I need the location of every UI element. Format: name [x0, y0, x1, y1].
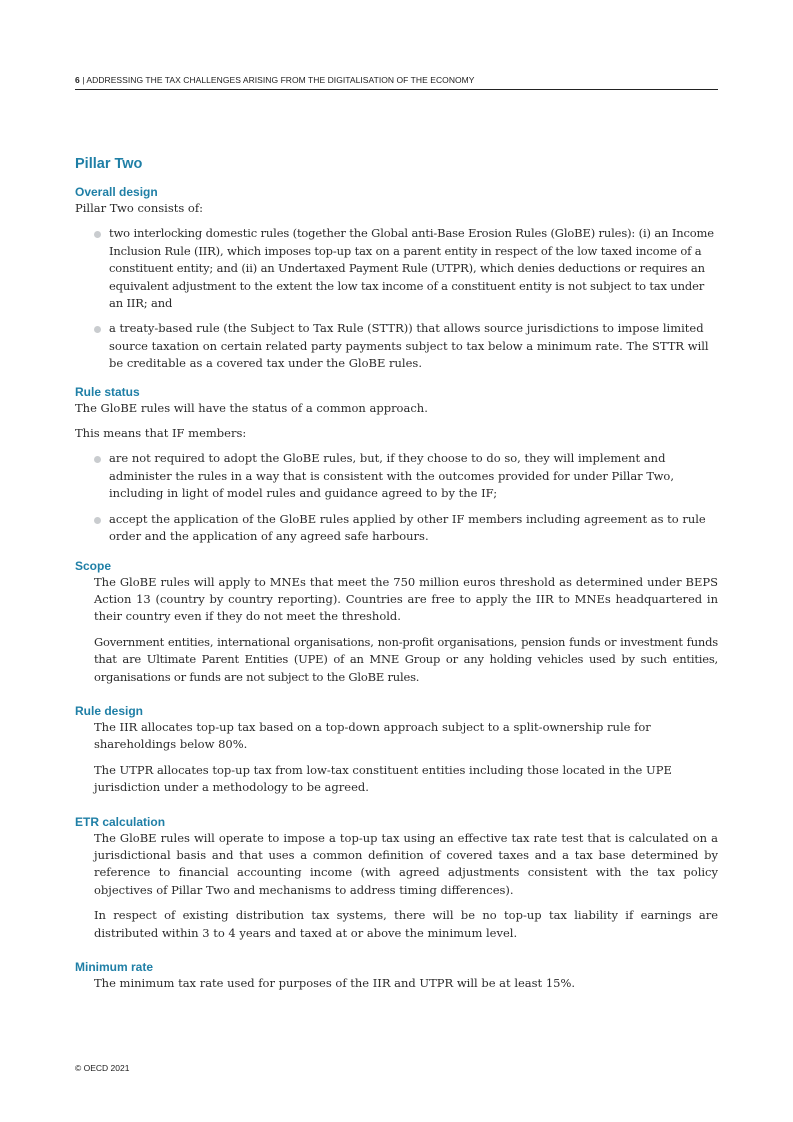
- minimum-rate-section: [75, 959, 718, 992]
- scope-body: [75, 574, 718, 686]
- etr-calculation-heading: ETR calculation: [75, 814, 166, 829]
- etr-calculation-paragraph: The GloBE rules will operate to impose a top-up tax using an effective tax rate test that is calculated on a jurisdictional basis and that uses a common definition of covered taxes and a tax base determined by reference to financial accounting income (with agreed adjustments consistent with the tax policy objectives of Pillar Two and mechanisms to address timing differences).: [94, 830, 718, 897]
- scope-paragraph: The GloBE rules will apply to MNEs that meet the 750 million euros threshold as determined under BEPS Action 13 (country by country reporting). Countries are free to apply the IIR to MNEs headquartered in their country even if they do not meet the threshold.: [94, 574, 718, 624]
- footer-copyright: © OECD 2021: [75, 1063, 130, 1073]
- scope-paragraph: Government entities, international organisations, non-profit organisations, pension funds or investment funds that are Ultimate Parent Entities (UPE) of an MNE Group or any holding vehicles used by such entities, organisations or funds are not subject to the GloBE rules.: [94, 634, 718, 684]
- etr-calculation-section: [75, 814, 718, 942]
- page-number: 6: [75, 75, 80, 85]
- overall-design-heading: Overall design: [75, 185, 158, 199]
- main-content: [75, 184, 718, 992]
- running-title: ADDRESSING THE TAX CHALLENGES ARISING FROM THE DIGITALISATION OF THE ECONOMY: [86, 75, 475, 85]
- scope-heading: Scope: [75, 558, 112, 573]
- rule-status-heading: Rule status: [75, 384, 140, 399]
- rule-design-heading: Rule design: [75, 703, 144, 718]
- header-separator: |: [82, 75, 85, 85]
- overall-design-section: [75, 184, 718, 373]
- rule-design-paragraph: The UTPR allocates top-up tax from low-tax constituent entities including those located in the UPE jurisdiction under a methodology to be agreed.: [94, 762, 672, 795]
- scope-section: [75, 558, 718, 686]
- running-header: [75, 75, 718, 90]
- section-title: Pillar Two: [75, 156, 143, 172]
- rule-status-paragraph: The GloBE rules will have the status of a common approach.: [75, 400, 428, 415]
- minimum-rate-paragraph: The minimum tax rate used for purposes of the IIR and UTPR will be at least 15%.: [94, 976, 576, 990]
- rule-design-section: [75, 703, 718, 797]
- rule-status-paragraph: This means that IF members:: [75, 426, 247, 441]
- minimum-rate-heading: Minimum rate: [75, 960, 154, 974]
- rule-status-list: [75, 450, 718, 545]
- list-item: two interlocking domestic rules (together the Global anti-Base Erosion Rules (GloBE) rules): (i) an Income Inclusion Rule (IIR), which imposes top-up tax on a parent entity in respect of the low taxed income of a constituent entity; and (ii) an Undertaxed Payment Rule (UTPR), which denies deductions or requires an equivalent adjustment to the extent the low tax income of a constituent entity is not subject to tax under an IIR; and: [75, 225, 718, 312]
- etr-calculation-body: [75, 830, 718, 942]
- etr-calculation-paragraph: In respect of existing distribution tax systems, there will be no top-up tax liability if earnings are distributed within 3 to 4 years and taxed at or above the minimum level.: [94, 908, 718, 940]
- overall-design-intro: Pillar Two consists of:: [75, 201, 203, 215]
- list-item: are not required to adopt the GloBE rules, but, if they choose to do so, they will implement and administer the rules in a way that is consistent with the outcomes provided for under Pillar Two, including in light of model rules and guidance agreed to by the IF;: [75, 450, 718, 502]
- list-item: a treaty-based rule (the Subject to Tax Rule (STTR)) that allows source jurisdictions to impose limited source taxation on certain related party payments subject to tax below a minimum rate. The STTR will be creditable as a covered tax under the GloBE rules.: [75, 320, 718, 372]
- overall-design-list: [75, 225, 718, 372]
- minimum-rate-body: [75, 975, 718, 992]
- rule-design-body: [75, 719, 718, 797]
- rule-status-section: [75, 384, 718, 546]
- list-item: accept the application of the GloBE rules applied by other IF members including agreement as to rule order and the application of any agreed safe harbours.: [75, 511, 718, 546]
- rule-design-paragraph: The IIR allocates top-up tax based on a top-down approach subject to a split-ownership rule for shareholdings below 80%.: [94, 719, 651, 752]
